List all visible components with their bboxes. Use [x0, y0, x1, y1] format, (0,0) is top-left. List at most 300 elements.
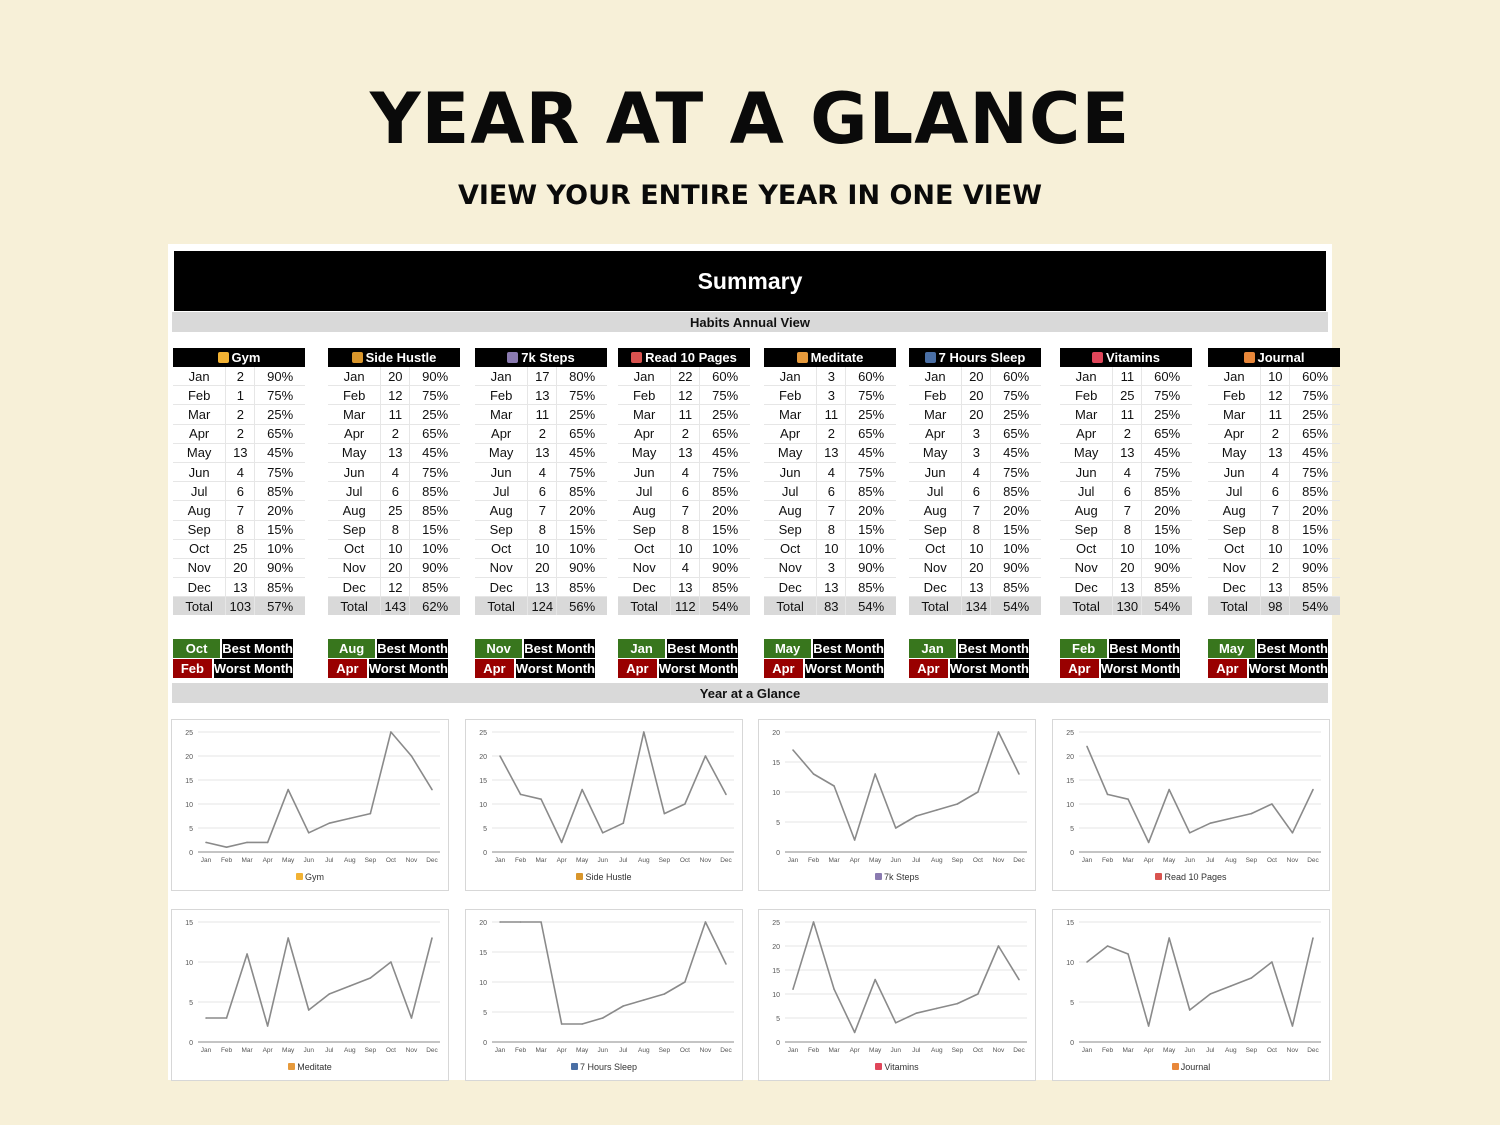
total-percent: 56% — [557, 597, 607, 616]
x-tick-label: May — [576, 1047, 589, 1054]
percent-cell: 90% — [991, 558, 1041, 577]
percent-cell: 85% — [557, 578, 607, 597]
chart-title-text: Read 10 Pages — [1164, 872, 1227, 882]
habit-table-header — [764, 348, 896, 367]
data-point — [1127, 798, 1129, 800]
percent-cell: 90% — [700, 558, 750, 577]
x-tick-label: Apr — [262, 1047, 273, 1054]
total-label: Total — [475, 597, 528, 616]
data-point — [431, 789, 433, 791]
x-tick-label: Oct — [679, 1047, 690, 1054]
table-row — [475, 405, 607, 424]
worst-month-row — [328, 659, 448, 678]
table-row — [328, 424, 460, 443]
count-cell: 3 — [817, 558, 846, 577]
count-cell: 6 — [1261, 482, 1290, 501]
chart-svg — [466, 910, 744, 1082]
table-row — [1060, 424, 1192, 443]
y-tick-label: 5 — [483, 826, 487, 833]
data-point — [1018, 773, 1020, 775]
total-label: Total — [328, 597, 381, 616]
x-tick-label: May — [869, 857, 882, 864]
count-cell: 20 — [962, 386, 991, 405]
line-chart — [171, 719, 449, 891]
percent-cell: 85% — [700, 482, 750, 501]
count-cell: 4 — [671, 462, 700, 481]
x-tick-label: May — [576, 857, 589, 864]
habit-name: Journal — [1257, 350, 1305, 365]
y-tick-label: 25 — [479, 730, 487, 737]
data-point — [390, 961, 392, 963]
count-cell: 13 — [817, 578, 846, 597]
month-cell: Jul — [1060, 482, 1113, 501]
total-row — [1208, 597, 1340, 616]
chart-svg — [466, 720, 744, 892]
x-tick-label: May — [282, 857, 295, 864]
count-cell: 11 — [671, 405, 700, 424]
x-tick-label: Sep — [658, 1047, 671, 1054]
data-point — [622, 822, 624, 824]
percent-cell: 15% — [557, 520, 607, 539]
flexed-bicep-icon — [218, 352, 229, 363]
x-tick-label: Jun — [890, 1047, 901, 1054]
data-point — [1271, 803, 1273, 805]
percent-cell: 20% — [991, 501, 1041, 520]
x-tick-label: Jan — [200, 857, 212, 864]
y-tick-label: 5 — [1070, 826, 1074, 833]
month-cell: Sep — [1060, 520, 1113, 539]
table-row — [173, 405, 305, 424]
x-tick-label: Aug — [1225, 857, 1237, 864]
total-row — [173, 597, 305, 616]
table-row — [618, 501, 750, 520]
month-cell: Jun — [328, 462, 381, 481]
series-line — [206, 732, 432, 847]
y-tick-label: 20 — [1066, 754, 1074, 761]
table-row — [618, 386, 750, 405]
total-count: 83 — [817, 597, 846, 616]
table-row — [909, 520, 1041, 539]
worst-month-label: Worst Month — [949, 661, 1029, 676]
total-row — [764, 597, 896, 616]
data-point — [643, 731, 645, 733]
data-point — [895, 1022, 897, 1024]
chart-svg — [172, 910, 450, 1082]
count-cell: 4 — [381, 462, 410, 481]
table-row — [475, 386, 607, 405]
habit-table — [328, 348, 460, 615]
y-tick-label: 15 — [479, 778, 487, 785]
count-cell: 6 — [528, 482, 557, 501]
table-row — [475, 520, 607, 539]
percent-cell: 20% — [700, 501, 750, 520]
x-tick-label: Oct — [972, 857, 983, 864]
data-point — [725, 794, 727, 796]
table-row — [764, 405, 896, 424]
x-tick-label: Jun — [597, 1047, 608, 1054]
table-row — [1208, 367, 1340, 386]
count-cell: 13 — [528, 578, 557, 597]
count-cell: 4 — [226, 462, 255, 481]
x-tick-label: Jan — [494, 857, 506, 864]
habit-name: Vitamins — [1106, 350, 1160, 365]
habit-name: Meditate — [810, 350, 864, 365]
count-cell: 22 — [671, 367, 700, 386]
x-tick-label: Nov — [405, 1047, 418, 1054]
table-row — [1060, 386, 1192, 405]
worst-month-value: Apr — [909, 659, 948, 678]
total-count: 134 — [962, 597, 991, 616]
table-row — [173, 443, 305, 462]
y-tick-label: 0 — [189, 1040, 193, 1047]
percent-cell: 85% — [991, 482, 1041, 501]
month-cell: Dec — [1208, 578, 1261, 597]
x-tick-label: Jan — [787, 1047, 799, 1054]
chart-title — [759, 872, 1035, 882]
count-cell: 13 — [1113, 578, 1142, 597]
count-cell: 13 — [1261, 578, 1290, 597]
y-tick-label: 20 — [479, 754, 487, 761]
table-row — [618, 482, 750, 501]
month-cell: May — [764, 443, 817, 462]
percent-cell: 75% — [700, 386, 750, 405]
best-month-label: Best Month — [524, 641, 595, 656]
chart-title-text: Gym — [305, 872, 324, 882]
y-tick-label: 10 — [479, 802, 487, 809]
month-cell: Jun — [909, 462, 962, 481]
data-point — [998, 945, 1000, 947]
data-point — [226, 1017, 228, 1019]
month-cell: Feb — [764, 386, 817, 405]
month-cell: Aug — [909, 501, 962, 520]
table-row — [1060, 367, 1192, 386]
x-tick-label: Mar — [241, 1047, 253, 1054]
month-cell: Feb — [328, 386, 381, 405]
month-cell: Mar — [328, 405, 381, 424]
x-tick-label: Jul — [619, 1047, 628, 1054]
data-point — [308, 1009, 310, 1011]
x-tick-label: Feb — [1101, 857, 1114, 864]
table-row — [764, 386, 896, 405]
y-tick-label: 15 — [772, 760, 780, 767]
x-tick-label: Apr — [849, 1047, 860, 1054]
table-row — [909, 443, 1041, 462]
percent-cell: 10% — [410, 539, 460, 558]
count-cell: 4 — [1113, 462, 1142, 481]
table-row — [328, 482, 460, 501]
percent-cell: 85% — [410, 501, 460, 520]
table-row — [328, 405, 460, 424]
count-cell: 2 — [226, 367, 255, 386]
data-point — [267, 1025, 269, 1027]
x-tick-label: Dec — [1307, 857, 1319, 864]
percent-cell: 10% — [1290, 539, 1340, 558]
percent-cell: 65% — [700, 424, 750, 443]
month-cell: Jun — [475, 462, 528, 481]
month-cell: Jun — [1208, 462, 1261, 481]
month-cell: Apr — [328, 424, 381, 443]
data-point — [205, 842, 207, 844]
habit-table — [475, 348, 607, 615]
meditation-icon — [797, 352, 808, 363]
month-cell: Jan — [173, 367, 226, 386]
x-tick-label: Apr — [556, 857, 567, 864]
data-point — [246, 842, 248, 844]
best-month-label: Best Month — [1109, 641, 1180, 656]
count-cell: 4 — [671, 558, 700, 577]
data-point — [957, 803, 959, 805]
month-cell: May — [1208, 443, 1261, 462]
x-tick-label: Jun — [1184, 1047, 1195, 1054]
table-row — [764, 501, 896, 520]
percent-cell: 75% — [410, 462, 460, 481]
chart-title-text: Meditate — [297, 1062, 332, 1072]
count-cell: 3 — [962, 424, 991, 443]
data-point — [854, 839, 856, 841]
habit-table — [909, 348, 1041, 615]
y-tick-label: 15 — [772, 968, 780, 975]
x-tick-label: Feb — [1101, 1047, 1114, 1054]
data-point — [1251, 813, 1253, 815]
count-cell: 13 — [962, 578, 991, 597]
x-tick-label: Aug — [1225, 1047, 1237, 1054]
spreadsheet-screenshot — [168, 244, 1332, 1080]
percent-cell: 45% — [557, 443, 607, 462]
x-tick-label: Nov — [1286, 1047, 1299, 1054]
count-cell: 13 — [226, 578, 255, 597]
month-cell: Sep — [173, 520, 226, 539]
table-row — [618, 578, 750, 597]
total-label: Total — [1208, 597, 1261, 616]
count-cell: 11 — [1113, 405, 1142, 424]
x-tick-label: May — [1163, 1047, 1176, 1054]
data-point — [1209, 822, 1211, 824]
data-point — [1168, 937, 1170, 939]
best-month-value: Oct — [173, 639, 220, 658]
count-cell: 4 — [962, 462, 991, 481]
line-chart — [758, 909, 1036, 1081]
percent-cell: 90% — [410, 558, 460, 577]
percent-cell: 20% — [846, 501, 896, 520]
worst-month-value: Apr — [1060, 659, 1099, 678]
month-cell: Oct — [1060, 539, 1113, 558]
y-tick-label: 20 — [772, 730, 780, 737]
y-tick-label: 5 — [776, 820, 780, 827]
series-line — [793, 732, 1019, 840]
percent-cell: 90% — [255, 367, 305, 386]
habit-table-header — [618, 348, 750, 367]
worst-month-value: Apr — [328, 659, 367, 678]
data-point — [499, 921, 501, 923]
x-tick-label: Oct — [385, 1047, 396, 1054]
percent-cell: 65% — [1142, 424, 1192, 443]
data-point — [561, 1023, 563, 1025]
table-row — [475, 367, 607, 386]
count-cell: 12 — [381, 578, 410, 597]
table-row — [173, 482, 305, 501]
table-row — [618, 405, 750, 424]
habit-table-header — [1208, 348, 1340, 367]
chart-title-text: Journal — [1180, 1062, 1211, 1072]
table-row — [909, 539, 1041, 558]
habits-annual-view-header: Habits Annual View — [172, 312, 1328, 332]
x-tick-label: May — [282, 1047, 295, 1054]
table-row — [909, 405, 1041, 424]
x-tick-label: Aug — [931, 1047, 943, 1054]
x-tick-label: Apr — [262, 857, 273, 864]
count-cell: 13 — [528, 386, 557, 405]
series-line — [1087, 938, 1313, 1026]
worst-month-value: Feb — [173, 659, 212, 678]
y-tick-label: 0 — [189, 850, 193, 857]
table-row — [909, 462, 1041, 481]
month-cell: Jan — [1208, 367, 1261, 386]
percent-cell: 90% — [410, 367, 460, 386]
data-point — [1168, 789, 1170, 791]
data-point — [977, 791, 979, 793]
best-month-value: Feb — [1060, 639, 1107, 658]
data-point — [1292, 1025, 1294, 1027]
y-tick-label: 15 — [185, 778, 193, 785]
month-cell: May — [475, 443, 528, 462]
data-point — [287, 789, 289, 791]
x-tick-label: Jul — [912, 857, 921, 864]
data-point — [499, 755, 501, 757]
chart-title-text: 7 Hours Sleep — [579, 1062, 638, 1072]
count-cell: 2 — [817, 424, 846, 443]
table-row — [173, 558, 305, 577]
chart-title — [172, 872, 448, 882]
count-cell: 11 — [1113, 367, 1142, 386]
table-row — [764, 558, 896, 577]
data-point — [308, 832, 310, 834]
y-tick-label: 5 — [776, 1016, 780, 1023]
count-cell: 2 — [1261, 424, 1290, 443]
month-cell: Apr — [764, 424, 817, 443]
month-cell: Nov — [173, 558, 226, 577]
x-tick-label: Sep — [1245, 857, 1258, 864]
month-cell: Mar — [475, 405, 528, 424]
month-cell: Sep — [1208, 520, 1261, 539]
month-cell: Dec — [1060, 578, 1113, 597]
table-row — [1208, 501, 1340, 520]
count-cell: 7 — [1261, 501, 1290, 520]
data-point — [1292, 832, 1294, 834]
month-cell: Jan — [475, 367, 528, 386]
table-row — [1060, 443, 1192, 462]
count-cell: 13 — [381, 443, 410, 462]
percent-cell: 90% — [1290, 558, 1340, 577]
data-point — [792, 749, 794, 751]
best-month-row — [764, 639, 884, 659]
month-cell: Jul — [764, 482, 817, 501]
month-cell: Jun — [173, 462, 226, 481]
data-point — [833, 785, 835, 787]
percent-cell: 85% — [410, 482, 460, 501]
table-row — [475, 462, 607, 481]
line-chart — [171, 909, 449, 1081]
table-row — [764, 539, 896, 558]
count-cell: 4 — [1261, 462, 1290, 481]
percent-cell: 85% — [846, 482, 896, 501]
data-point — [874, 773, 876, 775]
month-cell: Aug — [328, 501, 381, 520]
percent-cell: 85% — [1142, 482, 1192, 501]
table-row — [1208, 558, 1340, 577]
best-worst-box — [764, 639, 884, 678]
count-cell: 25 — [381, 501, 410, 520]
percent-cell: 25% — [700, 405, 750, 424]
month-cell: Jul — [173, 482, 226, 501]
x-tick-label: Mar — [1122, 1047, 1134, 1054]
month-cell: Feb — [618, 386, 671, 405]
y-tick-label: 0 — [483, 1040, 487, 1047]
count-cell: 3 — [817, 367, 846, 386]
count-cell: 13 — [528, 443, 557, 462]
x-tick-label: Sep — [1245, 1047, 1258, 1054]
table-row — [618, 443, 750, 462]
count-cell: 4 — [817, 462, 846, 481]
best-month-value: Jan — [618, 639, 665, 658]
table-row — [1208, 386, 1340, 405]
best-month-value: May — [1208, 639, 1255, 658]
x-tick-label: Feb — [807, 1047, 820, 1054]
money-bag-icon — [576, 873, 583, 880]
best-worst-box — [1060, 639, 1180, 678]
month-cell: Jan — [618, 367, 671, 386]
y-tick-label: 10 — [772, 992, 780, 999]
percent-cell: 80% — [557, 367, 607, 386]
table-row — [173, 501, 305, 520]
table-row — [909, 367, 1041, 386]
habit-table-header — [1060, 348, 1192, 367]
percent-cell: 10% — [991, 539, 1041, 558]
y-tick-label: 15 — [1066, 778, 1074, 785]
month-cell: Feb — [173, 386, 226, 405]
data-point — [1189, 1009, 1191, 1011]
x-tick-label: Oct — [679, 857, 690, 864]
y-tick-label: 10 — [185, 802, 193, 809]
data-point — [349, 818, 351, 820]
sneaker-icon — [875, 873, 882, 880]
y-tick-label: 10 — [1066, 960, 1074, 967]
data-point — [205, 1017, 207, 1019]
month-cell: Apr — [173, 424, 226, 443]
data-point — [874, 979, 876, 981]
data-point — [1127, 953, 1129, 955]
chart-title-text: 7k Steps — [883, 872, 920, 882]
y-tick-label: 0 — [776, 850, 780, 857]
x-tick-label: Jul — [1206, 857, 1215, 864]
habit-table — [173, 348, 305, 615]
count-cell: 8 — [1113, 520, 1142, 539]
count-cell: 1 — [226, 386, 255, 405]
y-tick-label: 20 — [772, 944, 780, 951]
x-tick-label: Feb — [514, 1047, 527, 1054]
page-subtitle: VIEW YOUR ENTIRE YEAR IN ONE VIEW — [457, 180, 1043, 211]
month-cell: Nov — [1060, 558, 1113, 577]
worst-month-value: Apr — [764, 659, 803, 678]
bed-icon — [925, 352, 936, 363]
worst-month-label: Worst Month — [658, 661, 738, 676]
table-row — [1208, 482, 1340, 501]
month-cell: Nov — [475, 558, 528, 577]
table-row — [475, 424, 607, 443]
table-row — [173, 367, 305, 386]
x-tick-label: Nov — [992, 857, 1005, 864]
month-cell: Dec — [475, 578, 528, 597]
month-cell: Oct — [764, 539, 817, 558]
